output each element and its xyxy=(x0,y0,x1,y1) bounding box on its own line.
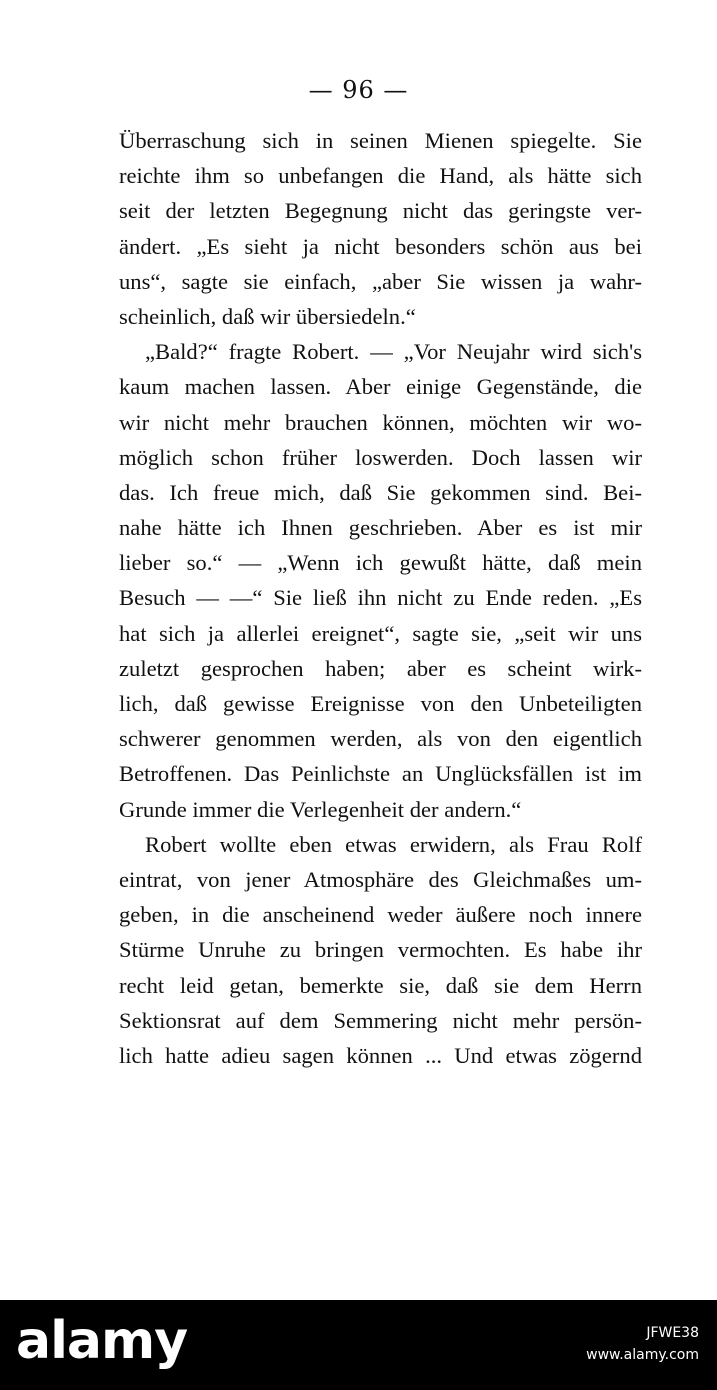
text-line: seit der letzten Begegnung nicht das geringste ver- xyxy=(119,198,642,224)
stock-watermark-footer xyxy=(0,1300,717,1390)
website-url: www.alamy.com xyxy=(586,1347,699,1363)
text-line: uns“, sagte sie einfach, „aber Sie wissen ja wahr- xyxy=(119,268,642,294)
text-line: Grunde immer die Verlegenheit der andern.“ xyxy=(119,796,522,822)
alamy-logo: alamy xyxy=(16,1311,188,1371)
text-line: kaum machen lassen. Aber einige Gegenstände, die xyxy=(119,374,642,400)
text-line: Sektionsrat auf dem Semmering nicht mehr persön- xyxy=(119,1007,642,1033)
text-line: recht leid getan, bemerkte sie, daß sie dem Herrn xyxy=(119,972,642,998)
text-line: lich, daß gewisse Ereignisse von den Unbeteiligten xyxy=(119,691,642,716)
footer-info xyxy=(586,1322,699,1366)
body-text xyxy=(119,123,642,1073)
text-line: Besuch — —“ Sie ließ ihn nicht zu Ende reden. „Es xyxy=(119,585,642,611)
text-line: wir nicht mehr brauchen können, möchten wir wo- xyxy=(119,409,642,435)
page-number: — 96 — xyxy=(308,76,409,104)
text-line: geben, in die anscheinend weder äußere noch innere xyxy=(119,902,642,928)
text-line: Stürme Unruhe zu bringen vermochten. Es habe ihr xyxy=(119,937,642,963)
text-line: Betroffenen. Das Peinlichste an Unglücksfällen ist im xyxy=(119,761,642,787)
text-line: ändert. „Es sieht ja nicht besonders schön aus bei xyxy=(119,233,642,259)
text-line: Überraschung sich in seinen Mienen spiegelte. Sie xyxy=(119,128,642,153)
text-line: das. Ich freue mich, daß Sie gekommen sind. Bei- xyxy=(119,479,642,505)
text-line: scheinlich, daß wir übersiedeln.“ xyxy=(119,303,416,329)
text-line: lieber so.“ — „Wenn ich gewußt hätte, daß mein xyxy=(119,550,642,576)
text-line: möglich schon früher loswerden. Doch lassen wir xyxy=(119,444,642,470)
text-line: schwerer genommen werden, als von den eigentlich xyxy=(119,726,642,752)
text-line: „Bald?“ fragte Robert. — „Vor Neujahr wird sich's xyxy=(145,339,642,365)
text-line: lich hatte adieu sagen können ... Und etwas zögernd xyxy=(119,1042,642,1068)
text-line: nahe hätte ich Ihnen geschrieben. Aber es ist mir xyxy=(119,515,642,541)
text-line: eintrat, von jener Atmosphäre des Gleichmaßes um- xyxy=(119,866,642,892)
text-line: zuletzt gesprochen haben; aber es scheint wirk- xyxy=(119,655,642,681)
text-line: reichte ihm so unbefangen die Hand, als hätte sich xyxy=(119,163,642,189)
text-line: Robert wollte eben etwas erwidern, als Frau Rolf xyxy=(145,831,642,857)
image-id: JFWE38 xyxy=(646,1325,699,1341)
text-line: hat sich ja allerlei ereignet“, sagte sie, „seit wir uns xyxy=(119,620,642,646)
